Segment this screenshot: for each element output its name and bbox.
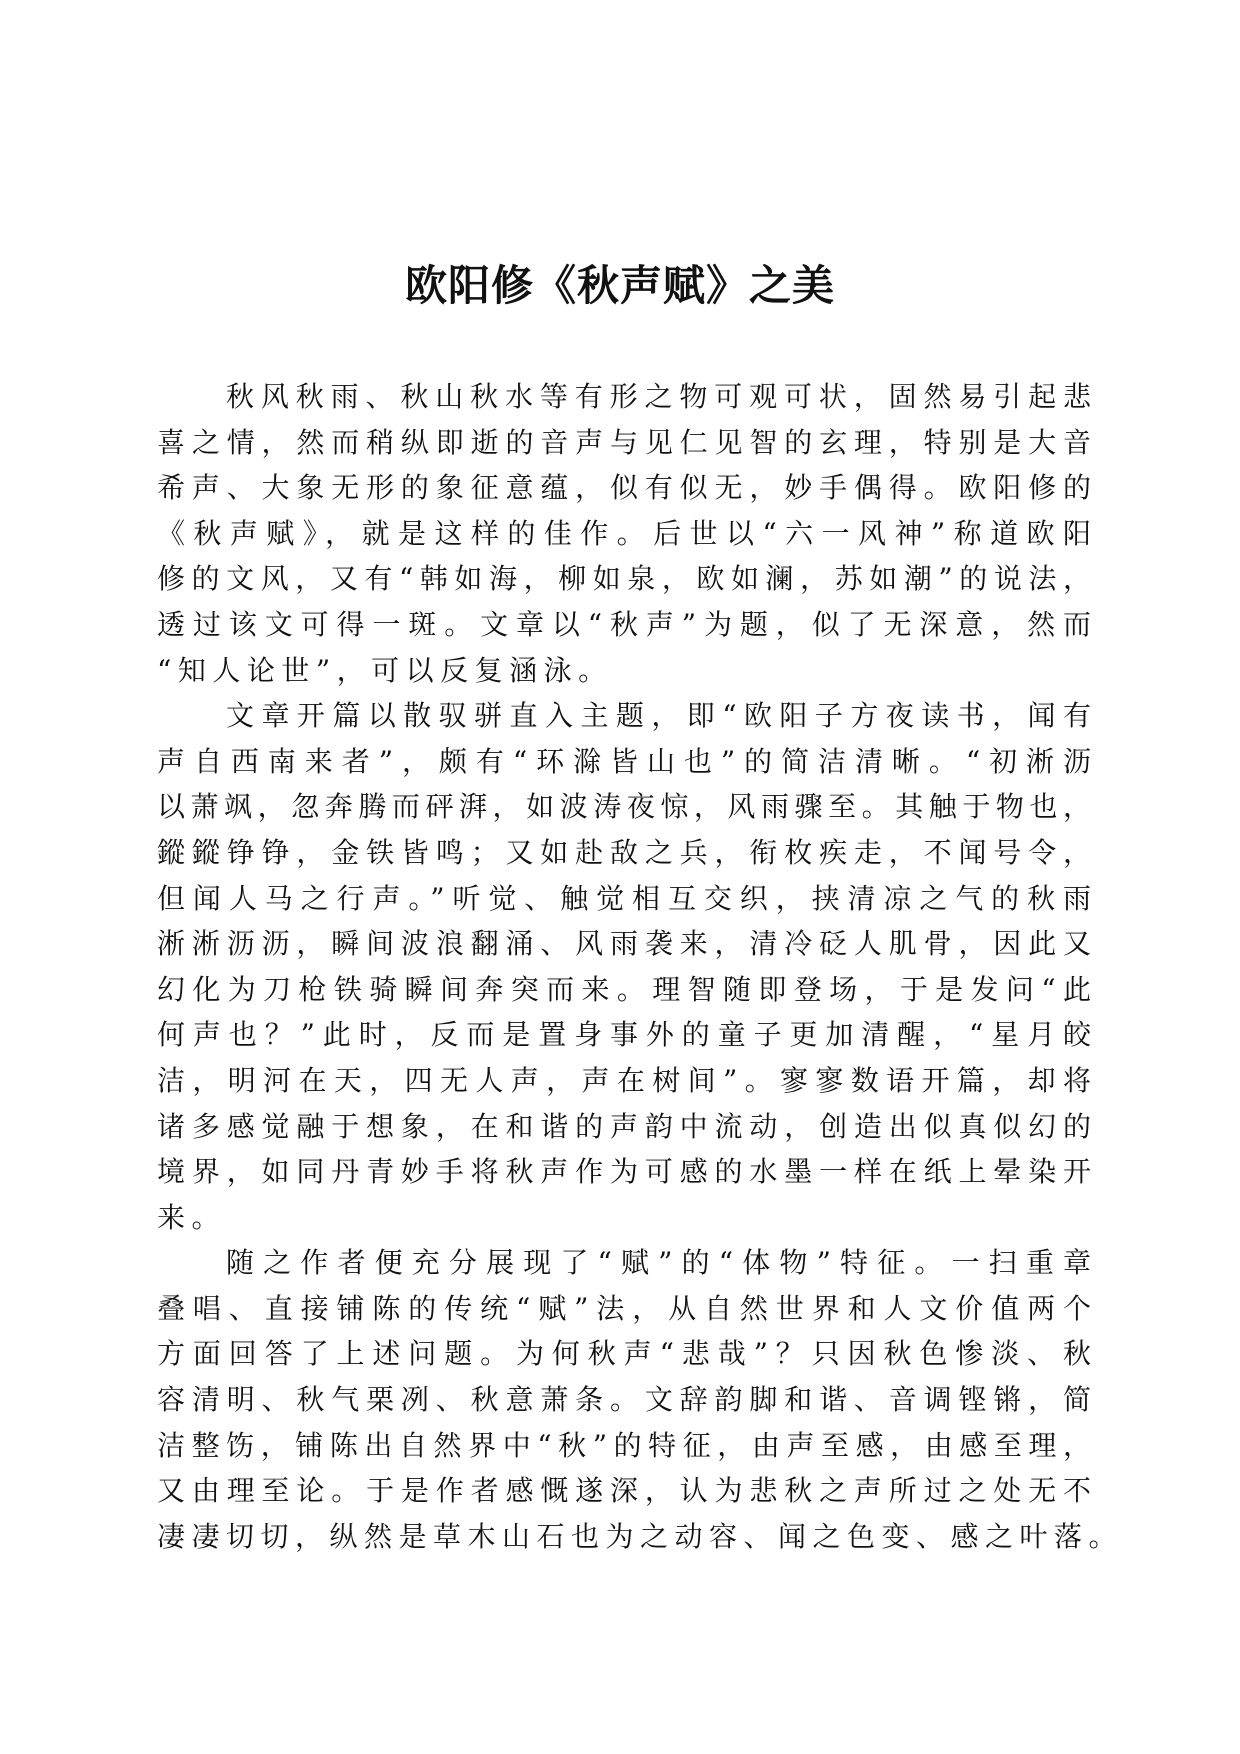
paragraph [157, 693, 1091, 1240]
text-line: 洁整饬，铺陈出自然界中“秋”的特征，由声至感，由感至理， [157, 1428, 1091, 1462]
text-line: 何声也？”此时，反而是置身事外的童子更加清醒，“星月皎 [157, 1018, 1091, 1052]
text-line: 喜之情，然而稍纵即逝的音声与见仁见智的玄理，特别是大音 [157, 425, 1091, 459]
text-line: 秋风秋雨、秋山秋水等有形之物可观可状，固然易引起悲 [226, 380, 1091, 413]
text-line: 叠唱、直接铺陈的传统“赋”法，从自然世界和人文价值两个 [157, 1291, 1091, 1325]
text-line: 淅淅沥沥，瞬间波浪翻涌、风雨袭来，清冷砭人肌骨，因此又 [157, 927, 1091, 961]
paragraph [157, 1240, 1124, 1559]
text-line: 容清明、秋气栗冽、秋意萧条。文辞韵脚和谐、音调铿锵，简 [157, 1383, 1091, 1417]
text-line: 方面回答了上述问题。为何秋声“悲哉”？只因秋色惨淡、秋 [157, 1337, 1091, 1371]
text-line: 《秋声赋》，就是这样的佳作。后世以“六一风神”称道欧阳 [157, 516, 1091, 550]
text-line: 文章开篇以散驭骈直入主题，即“欧阳子方夜读书，闻有 [226, 699, 1091, 733]
text-line: 幻化为刀枪铁骑瞬间奔突而来。理智随即登场，于是发问“此 [157, 972, 1091, 1006]
text-line: 鏦鏦铮铮，金铁皆鸣；又如赴敌之兵，衔枚疾走，不闻号令， [157, 835, 1091, 869]
article-body [157, 374, 1124, 1559]
text-line: 来。 [157, 1200, 227, 1234]
text-line: 随之作者便充分展现了“赋”的“体物”特征。一扫重章 [226, 1246, 1091, 1280]
page-title: 欧阳修《秋声赋》之美 [404, 261, 835, 310]
text-line: 洁，明河在天，四无人声，声在树间”。寥寥数语开篇，却将 [157, 1063, 1091, 1097]
text-line: 境界，如同丹青妙手将秋声作为可感的水墨一样在纸上晕染开 [157, 1155, 1091, 1189]
text-line: 声自西南来者”，颇有“环滁皆山也”的简洁清晰。“初淅沥 [157, 744, 1091, 778]
text-line: 诸多感觉融于想象，在和谐的声韵中流动，创造出似真似幻的 [157, 1109, 1091, 1143]
text-line: 又由理至论。于是作者感慨遂深，认为悲秋之声所过之处无不 [157, 1474, 1091, 1508]
text-line: 希声、大象无形的象征意蕴，似有似无，妙手偶得。欧阳修的 [157, 471, 1091, 505]
text-line: 凄凄切切，纵然是草木山石也为之动容、闻之色变、感之叶落。 [157, 1519, 1124, 1553]
text-line: 透过该文可得一斑。文章以“秋声”为题，似了无深意，然而 [157, 607, 1091, 641]
text-line: 以萧飒，忽奔腾而砰湃，如波涛夜惊，风雨骤至。其触于物也， [157, 790, 1091, 824]
text-line: “知人论世”，可以反复涵泳。 [157, 653, 613, 687]
paragraph [157, 374, 1091, 693]
text-line: 修的文风，又有“韩如海，柳如泉，欧如澜，苏如潮”的说法， [157, 562, 1091, 596]
text-line: 但闻人马之行声。”听觉、触觉相互交织，挟清凉之气的秋雨 [157, 881, 1091, 915]
